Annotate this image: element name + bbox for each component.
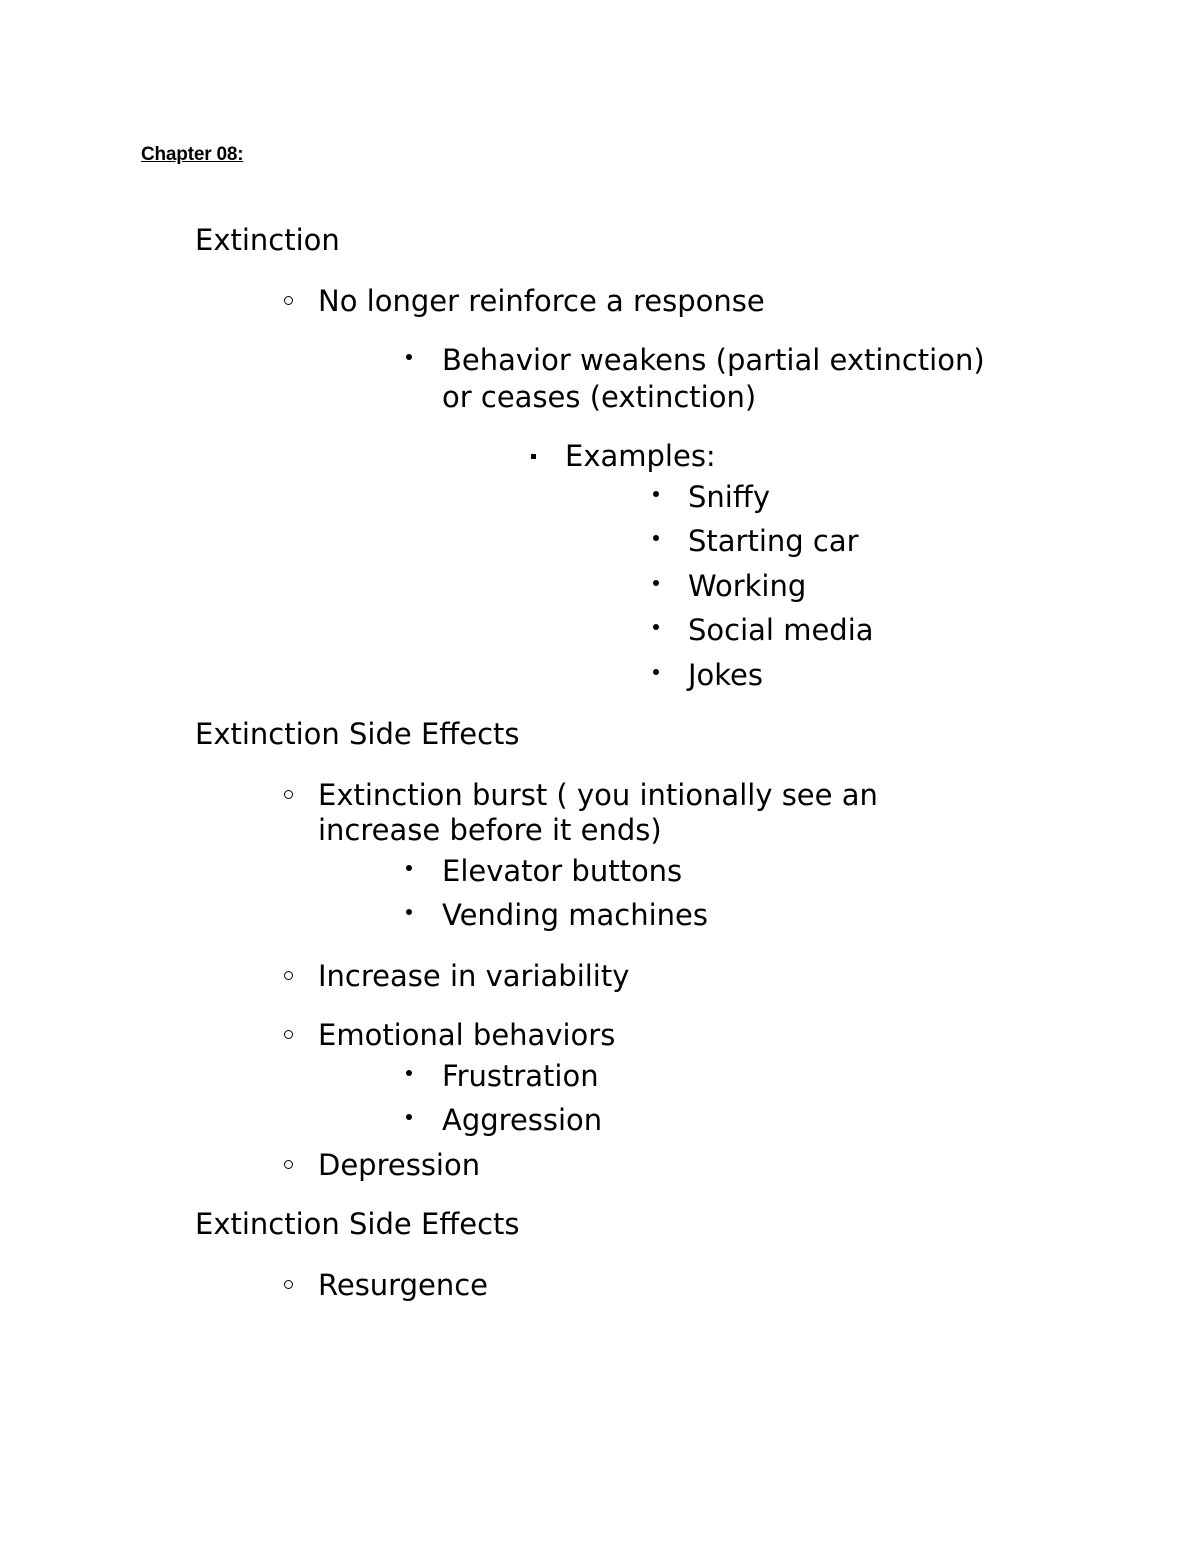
bullet-icon xyxy=(653,535,659,541)
list-item-continuation: or ceases (extinction) xyxy=(442,380,757,414)
list-item: Depression xyxy=(318,1148,481,1182)
section-heading-side-effects: Extinction Side Effects xyxy=(195,717,520,751)
hollow-circle-bullet-icon xyxy=(284,1280,293,1289)
bullet-icon xyxy=(406,865,412,871)
hollow-circle-bullet-icon xyxy=(284,1160,293,1169)
example-item-working: Working xyxy=(688,569,807,603)
list-item: Frustration xyxy=(442,1059,599,1093)
hollow-circle-bullet-icon xyxy=(284,1030,293,1039)
list-item: Extinction burst ( you intionally see an xyxy=(318,778,878,812)
hollow-circle-bullet-icon xyxy=(284,790,293,799)
section-heading-extinction: Extinction xyxy=(195,223,340,257)
list-item-continuation: increase before it ends) xyxy=(318,813,662,847)
example-item-jokes: Jokes xyxy=(688,658,764,692)
bullet-icon xyxy=(653,491,659,497)
list-item: Aggression xyxy=(442,1103,603,1137)
list-item: Emotional behaviors xyxy=(318,1018,616,1052)
list-item: Resurgence xyxy=(318,1268,489,1302)
bullet-icon xyxy=(406,1114,412,1120)
bullet-icon xyxy=(653,580,659,586)
example-item-starting-car: Starting car xyxy=(688,524,859,558)
bullet-icon xyxy=(406,909,412,915)
bullet-icon xyxy=(653,669,659,675)
list-item: Vending machines xyxy=(442,898,709,932)
hollow-circle-bullet-icon xyxy=(284,296,293,305)
bullet-icon xyxy=(406,354,412,360)
example-item-sniffy: Sniffy xyxy=(688,480,770,514)
hollow-circle-bullet-icon xyxy=(284,971,293,980)
chapter-title: Chapter 08: xyxy=(141,144,244,165)
list-item: Elevator buttons xyxy=(442,854,683,888)
example-item-social-media: Social media xyxy=(688,613,874,647)
list-item: Increase in variability xyxy=(318,959,630,993)
square-bullet-icon xyxy=(531,454,536,459)
examples-label: Examples: xyxy=(565,439,716,473)
bullet-icon xyxy=(653,624,659,630)
section-heading-side-effects-2: Extinction Side Effects xyxy=(195,1207,520,1241)
list-item: Behavior weakens (partial extinction) xyxy=(442,343,985,377)
list-item: No longer reinforce a response xyxy=(318,284,765,318)
bullet-icon xyxy=(406,1070,412,1076)
